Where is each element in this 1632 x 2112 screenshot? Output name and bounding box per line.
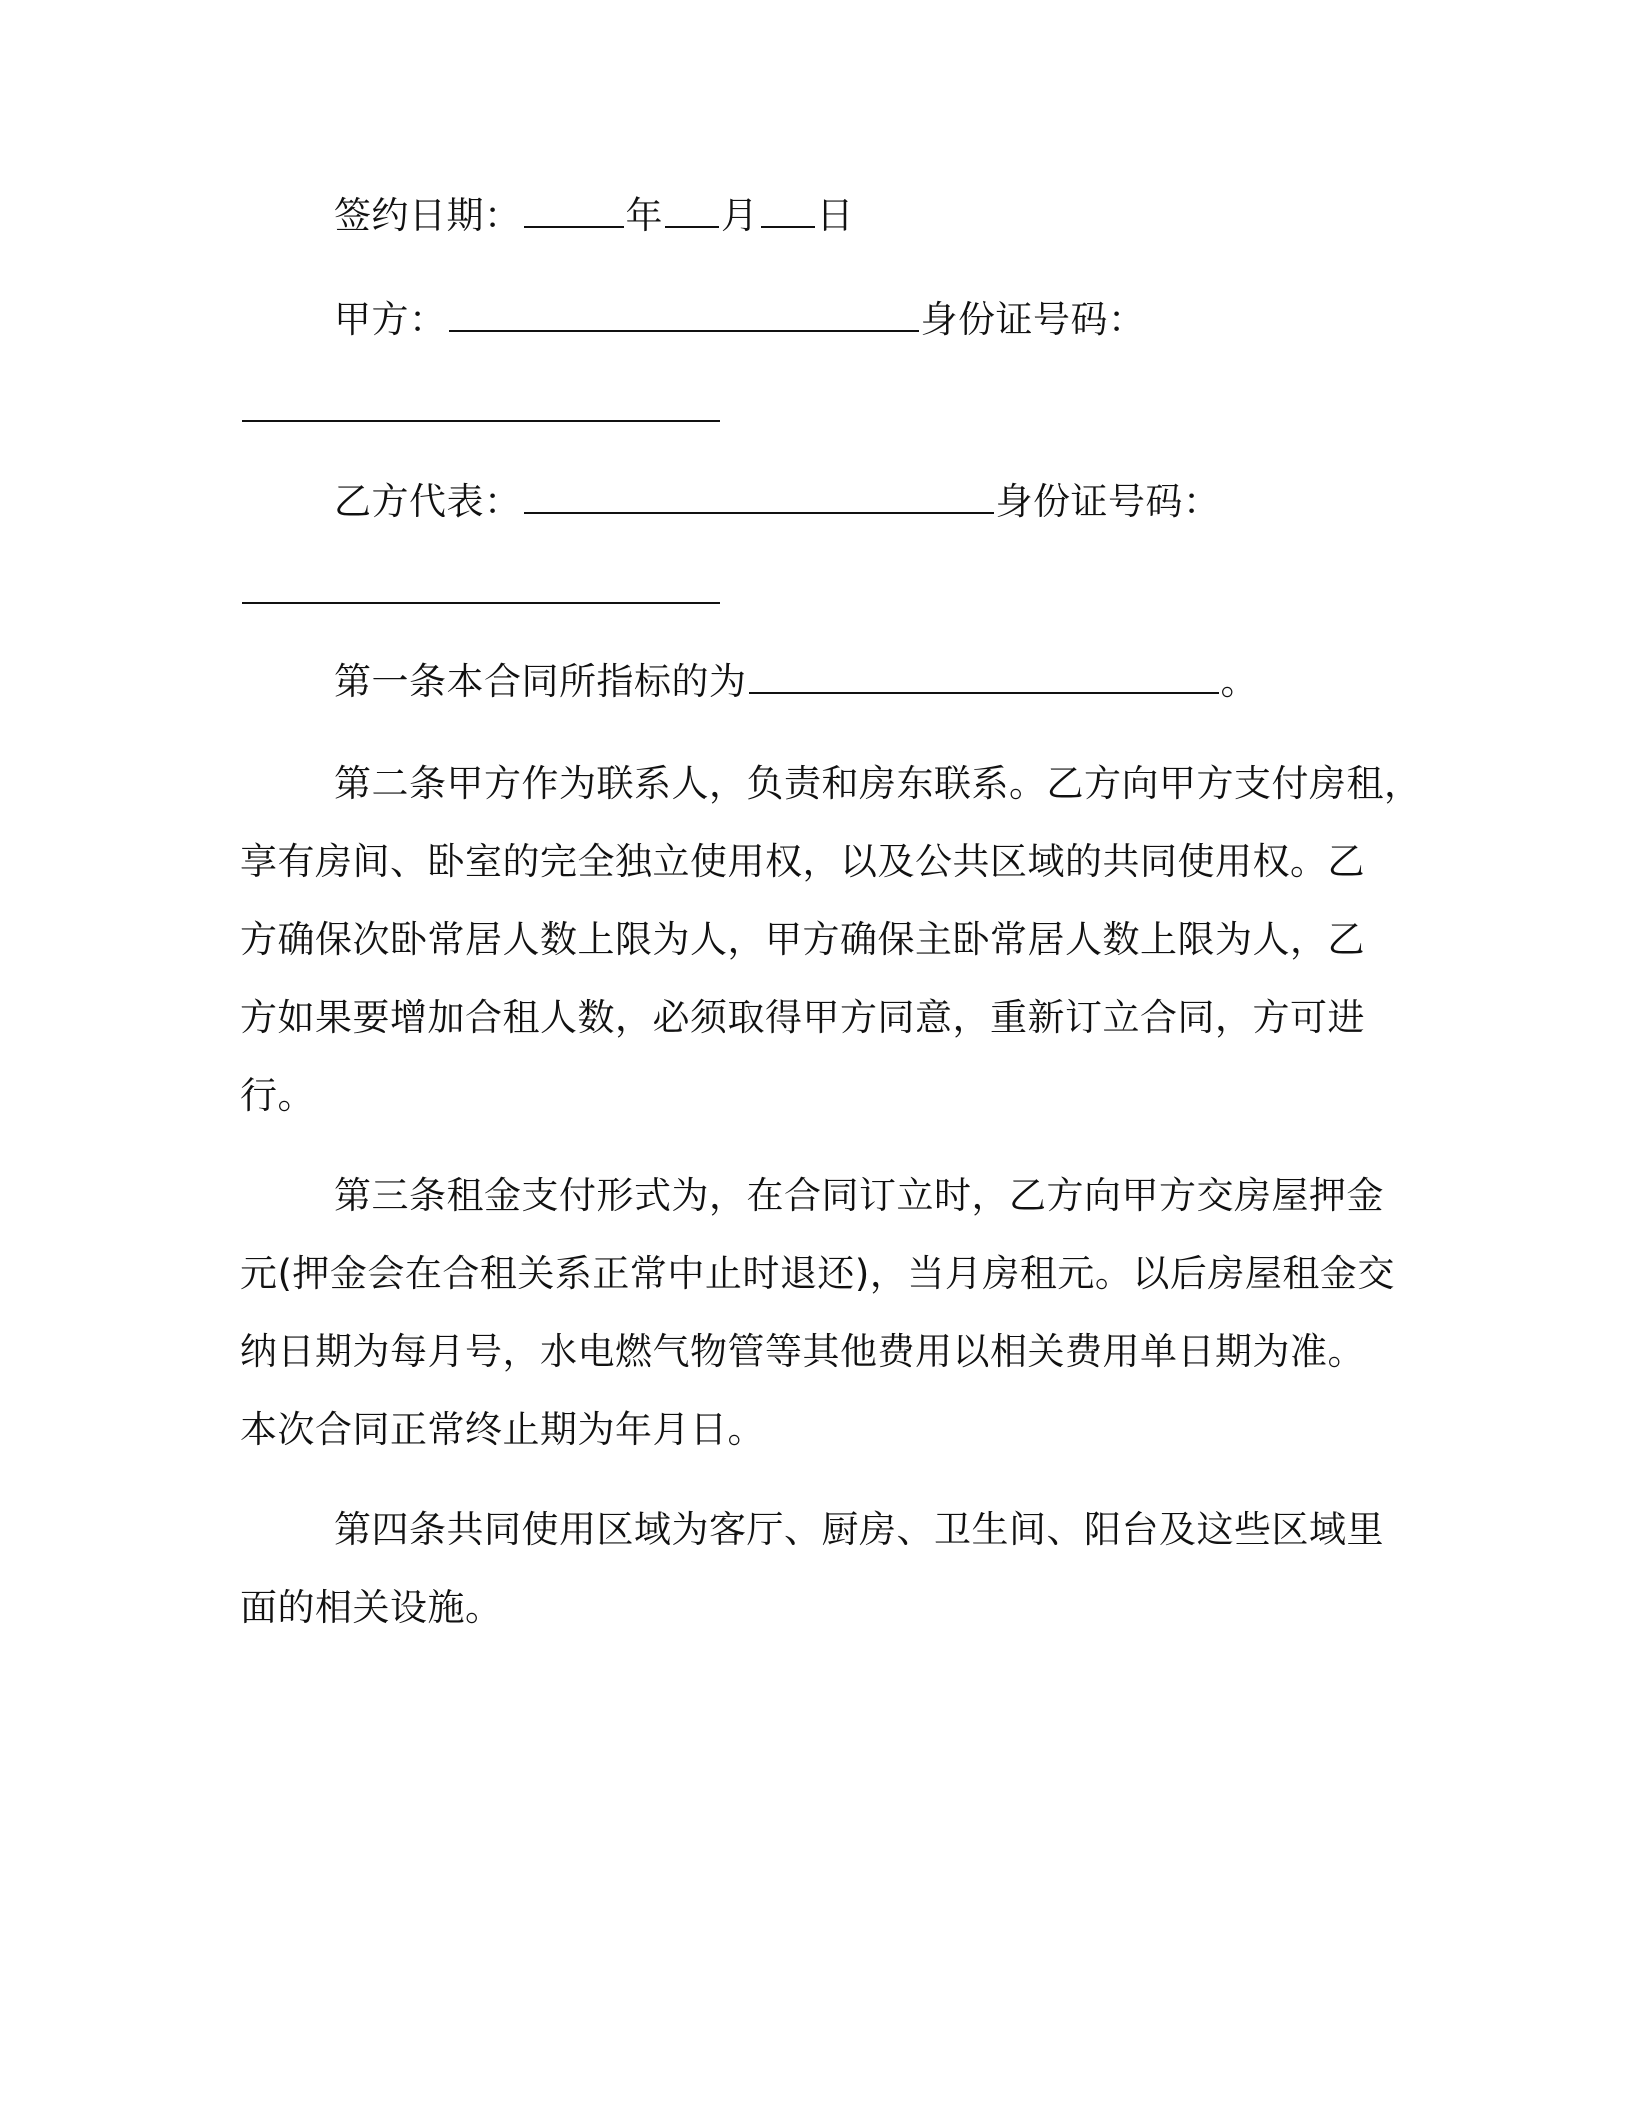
article-3-line: 元(押金会在合租关系正常中止时退还)，当月房租元。以后房屋租金交 [240,1252,1395,1295]
party-a-line [334,294,1504,346]
year-blank[interactable] [524,196,624,228]
day-label: 日 [816,194,854,237]
article-3-line: 纳日期为每月号，水电燃气物管等其他费用以相关费用单日期为准。 [240,1330,1365,1373]
party-a-name-blank[interactable] [449,300,919,332]
party-b-label: 乙方代表： [334,480,522,523]
article-4-line: 面的相关设施。 [240,1586,503,1629]
day-blank[interactable] [761,196,815,228]
party-b-id-blank[interactable] [242,572,720,604]
party-b-line [334,476,1504,528]
month-label: 月 [721,194,759,237]
article-2-line: 方确保次卧常居人数上限为人，甲方确保主卧常居人数上限为人，乙 [240,918,1365,961]
party-b-name-blank[interactable] [524,482,994,514]
article-2-line: 第二条甲方作为联系人，负责和房东联系。乙方向甲方支付房租， [334,762,1422,805]
month-blank[interactable] [665,196,719,228]
article-2-line: 享有房间、卧室的完全独立使用权，以及公共区域的共同使用权。乙 [240,840,1365,883]
article-1-end: 。 [1220,660,1258,703]
article-3-line: 第三条租金支付形式为，在合同订立时，乙方向甲方交房屋押金 [334,1174,1384,1217]
party-b-id-line [240,566,1410,618]
signing-date-label: 签约日期： [334,194,522,237]
article-1 [334,656,1504,708]
article-3-line: 本次合同正常终止期为年月日。 [240,1408,765,1451]
party-a-id-label: 身份证号码： [920,298,1146,341]
article-2-line: 行。 [240,1074,315,1117]
article-4-line: 第四条共同使用区域为客厅、厨房、卫生间、阳台及这些区域里 [334,1508,1384,1551]
party-a-label: 甲方： [334,298,447,341]
party-a-id-line [240,384,1410,436]
party-b-id-label: 身份证号码： [995,480,1221,523]
party-a-id-blank[interactable] [242,390,720,422]
signing-date-line [334,190,1504,242]
article-2-line: 方如果要增加合租人数，必须取得甲方同意，重新订立合同，方可进 [240,996,1365,1039]
article-1-text: 第一条本合同所指标的为 [334,660,747,703]
article-1-object-blank[interactable] [749,662,1219,694]
year-label: 年 [625,194,663,237]
